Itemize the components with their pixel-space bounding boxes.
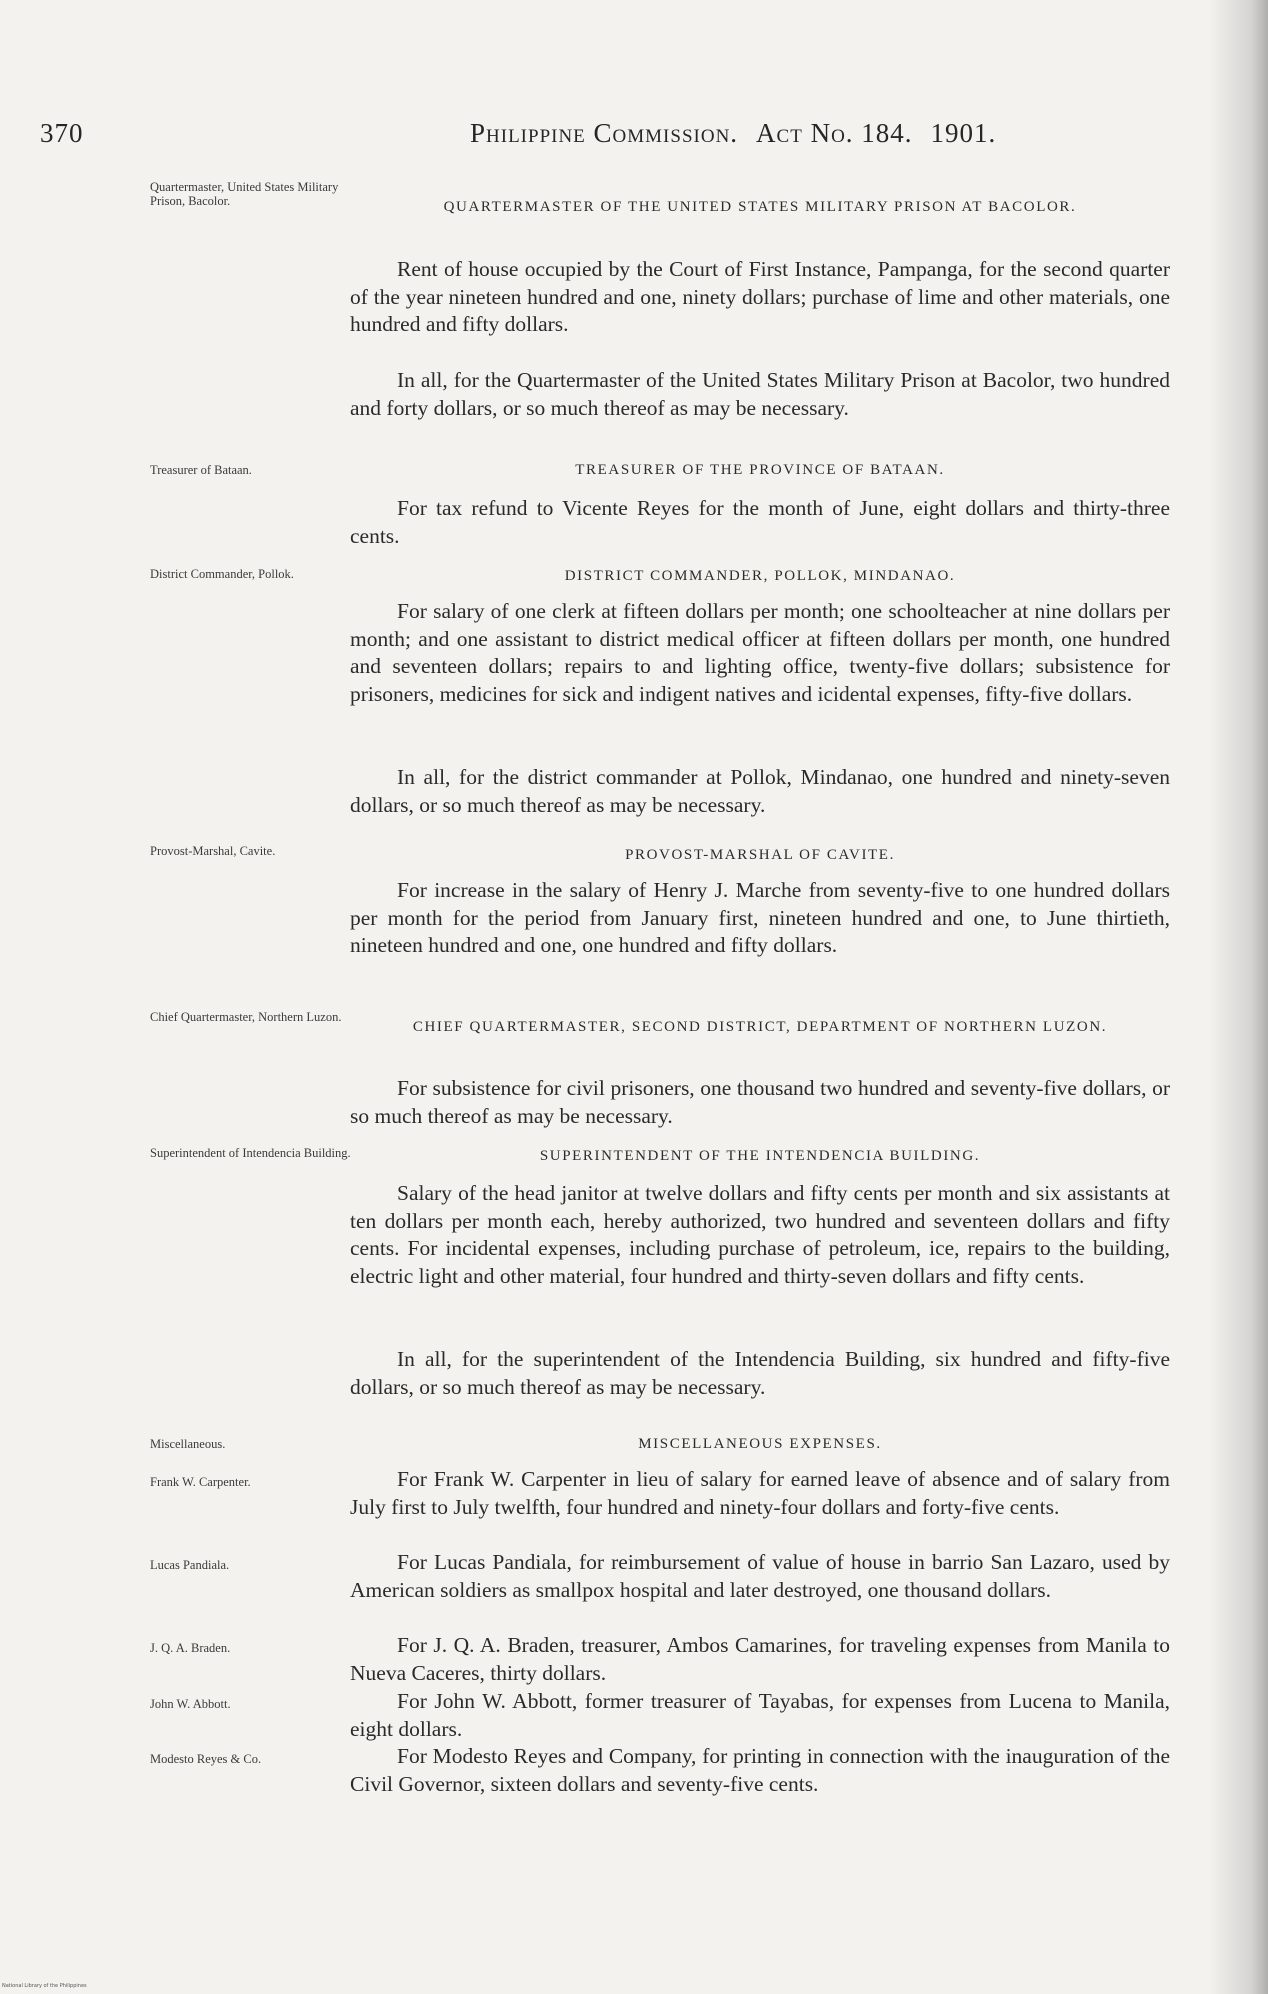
margin-note: Frank W. Carpenter. xyxy=(150,1475,251,1489)
paragraph: For John W. Abbott, former treasurer of Tayabas, for expenses from Lucena to Manila, eight dollars. xyxy=(350,1689,1170,1741)
section-heading: TREASURER OF THE PROVINCE OF BATAAN. xyxy=(575,462,945,478)
paragraph: For J. Q. A. Braden, treasurer, Ambos Camarines, for traveling expenses from Manila to Nueva Caceres, thirty dollars. xyxy=(350,1633,1170,1685)
margin-note: Chief Quartermaster, Northern Luzon. xyxy=(150,1010,342,1024)
section-heading: PROVOST-MARSHAL OF CAVITE. xyxy=(625,847,895,863)
paragraph: Salary of the head janitor at twelve dollars and fifty cents per month and six assistants at ten dollars per month each, hereby authorized, two hundred and seventeen dollars and fifty cents. For incidental expenses, including purchase of petroleum, ice, repairs to the building, electric light and other material, four hundred and thirty-seven dollars and fifty cents. xyxy=(350,1181,1170,1288)
page-edge-shadow xyxy=(1208,0,1268,1994)
paragraph: In all, for the district commander at Pollok, Mindanao, one hundred and ninety-seven dollars, or so much thereof as may be necessary. xyxy=(350,765,1170,817)
section-heading: QUARTERMASTER OF THE UNITED STATES MILITARY PRISON AT BACOLOR. xyxy=(443,199,1077,215)
margin-note: Quartermaster, United States Military Prison, Bacolor. xyxy=(150,180,339,208)
section-heading: CHIEF QUARTERMASTER, SECOND DISTRICT, DEPARTMENT OF NORTHERN LUZON. xyxy=(412,1019,1108,1035)
header-title: Philippine Commission. xyxy=(470,118,739,148)
paragraph: In all, for the superintendent of the Intendencia Building, six hundred and fifty-five dollars, or so much thereof as may be necessary. xyxy=(350,1347,1170,1399)
margin-note: John W. Abbott. xyxy=(150,1697,231,1711)
header-act: Act No. 184. xyxy=(756,118,913,148)
footer-credit: National Library of the Philippines xyxy=(2,1983,87,1989)
margin-note: Lucas Pandiala. xyxy=(150,1558,230,1572)
margin-note: Superintendent of Intendencia Building. xyxy=(150,1146,351,1160)
paragraph: For Lucas Pandiala, for reimbursement of value of house in barrio San Lazaro, used by American soldiers as smallpox hospital and later destroyed, one thousand dollars. xyxy=(350,1550,1170,1602)
margin-note: Modesto Reyes & Co. xyxy=(150,1752,262,1766)
margin-note: District Commander, Pollok. xyxy=(150,567,294,581)
margin-note: Treasurer of Bataan. xyxy=(150,463,252,477)
section-heading: SUPERINTENDENT OF THE INTENDENCIA BUILDING. xyxy=(539,1148,981,1164)
margin-note: J. Q. A. Braden. xyxy=(150,1641,231,1655)
paragraph: For subsistence for civil prisoners, one thousand two hundred and seventy-five dollars, or so much thereof as may be necessary. xyxy=(350,1076,1170,1128)
paragraph: For increase in the salary of Henry J. Marche from seventy-five to one hundred dollars per month for the period from January first, nineteen hundred and one, to June thirtieth, nineteen hundred and one, one hundred and fifty dollars. xyxy=(350,878,1170,958)
header-year: 1901. xyxy=(930,118,997,148)
section-heading: DISTRICT COMMANDER, POLLOK, MINDANAO. xyxy=(564,568,956,584)
paragraph: For Frank W. Carpenter in lieu of salary for earned leave of absence and of salary from July first to July twelfth, four hundred and ninety-four dollars and forty-five cents. xyxy=(350,1467,1170,1519)
margin-note: Miscellaneous. xyxy=(150,1437,226,1451)
paragraph: For Modesto Reyes and Company, for printing in connection with the inauguration of the Civil Governor, sixteen dollars and seventy-five cents. xyxy=(350,1744,1170,1796)
paragraph: Rent of house occupied by the Court of First Instance, Pampanga, for the second quarter of the year nineteen hundred and one, ninety dollars; purchase of lime and other materials, one hundred and fifty dollars. xyxy=(350,257,1170,337)
paragraph: For tax refund to Vicente Reyes for the month of June, eight dollars and thirty-three cents. xyxy=(350,496,1170,548)
running-header xyxy=(40,118,1180,158)
paragraph: In all, for the Quartermaster of the United States Military Prison at Bacolor, two hundred and forty dollars, or so much thereof as may be necessary. xyxy=(350,368,1170,420)
running-title xyxy=(470,118,996,149)
section-heading: MISCELLANEOUS EXPENSES. xyxy=(638,1436,882,1452)
margin-note: Provost-Marshal, Cavite. xyxy=(150,844,276,858)
paragraph: For salary of one clerk at fifteen dollars per month; one schoolteacher at nine dollars per month; and one assistant to district medical officer at fifteen dollars per month, one hundred and seventeen dollars; repairs to and lighting office, twenty-five dollars; subsistence for prisoners, medicines for sick and indigent natives and icidental expenses, fifty-five dollars. xyxy=(350,599,1170,706)
page-number: 370 xyxy=(40,118,84,148)
